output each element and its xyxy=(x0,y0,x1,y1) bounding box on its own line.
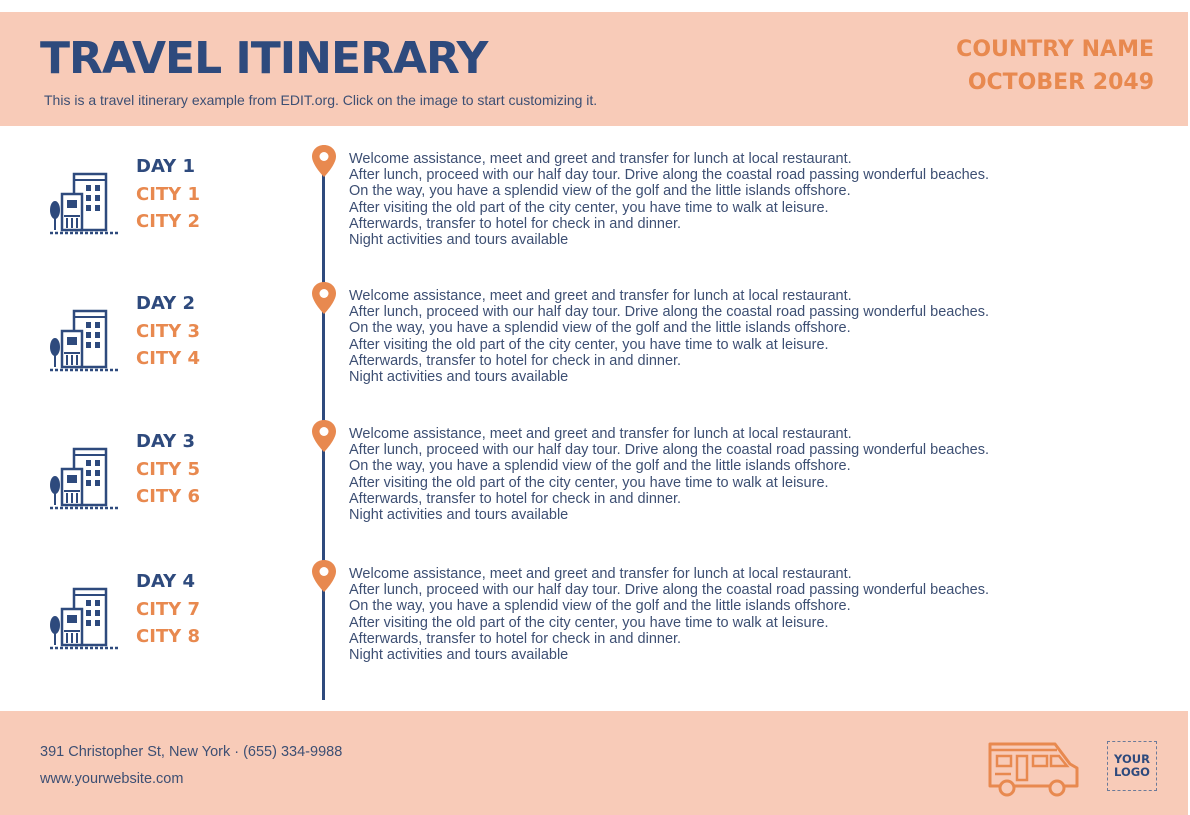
description-line: Welcome assistance, meet and greet and transfer for lunch at local restaurant. xyxy=(349,288,852,304)
description-line: Afterwards, transfer to hotel for check in and dinner. xyxy=(349,352,682,369)
logo-text: YOUR xyxy=(1114,752,1150,766)
description-line: Night activities and tours available xyxy=(349,232,569,249)
building-icon xyxy=(48,168,120,240)
map-pin-icon xyxy=(311,144,337,178)
logo-text: LOGO xyxy=(1114,765,1150,779)
map-pin-icon xyxy=(311,559,337,593)
contact-address: 391 Christopher St, New York · (655) 334-9988 xyxy=(40,744,343,760)
city-label: CITY 5 xyxy=(136,459,201,480)
description-line: Night activities and tours available xyxy=(349,647,569,664)
description-line: After lunch, proceed with our half day tour. Drive along the coastal road passing wonderful beaches. xyxy=(349,304,989,321)
building-icon xyxy=(48,305,120,377)
description-line: After visiting the old part of the city center, you have time to walk at leisure. xyxy=(349,614,829,631)
map-pin-icon xyxy=(311,419,337,453)
description-line: After visiting the old part of the city center, you have time to walk at leisure. xyxy=(349,199,829,216)
description-line: After lunch, proceed with our half day tour. Drive along the coastal road passing wonderful beaches. xyxy=(349,167,989,184)
page-subtitle: This is a travel itinerary example from EDIT.org. Click on the image to start customizing it. xyxy=(44,92,598,108)
description-line: Afterwards, transfer to hotel for check in and dinner. xyxy=(349,490,682,507)
day-block-1 xyxy=(0,146,1190,282)
description-line: Welcome assistance, meet and greet and transfer for lunch at local restaurant. xyxy=(349,151,852,167)
day-label: DAY 2 xyxy=(136,293,195,314)
day-label: DAY 3 xyxy=(136,431,195,452)
day-label: DAY 4 xyxy=(136,571,195,592)
map-pin-icon xyxy=(311,281,337,315)
description-line: Welcome assistance, meet and greet and transfer for lunch at local restaurant. xyxy=(349,566,852,582)
description-line: On the way, you have a splendid view of the golf and the little islands offshore. xyxy=(349,598,851,615)
website-link[interactable]: www.yourwebsite.com xyxy=(40,771,184,787)
day-description xyxy=(349,151,1129,248)
description-line: On the way, you have a splendid view of the golf and the little islands offshore. xyxy=(349,458,851,475)
description-line: On the way, you have a splendid view of the golf and the little islands offshore. xyxy=(349,320,851,337)
footer-band xyxy=(0,711,1188,815)
page-title: TRAVEL ITINERARY xyxy=(40,33,488,84)
day-description xyxy=(349,566,1129,663)
description-line: Welcome assistance, meet and greet and transfer for lunch at local restaurant. xyxy=(349,426,852,442)
city-label: CITY 2 xyxy=(136,211,201,232)
city-label: CITY 6 xyxy=(136,486,201,507)
city-label: CITY 1 xyxy=(136,184,201,205)
logo-placeholder xyxy=(1107,741,1157,791)
header-band xyxy=(0,12,1188,126)
camper-van-icon xyxy=(985,736,1080,798)
building-icon xyxy=(48,443,120,515)
city-label: CITY 4 xyxy=(136,348,201,369)
day-block-3 xyxy=(0,421,1190,557)
day-block-2 xyxy=(0,283,1190,419)
day-description xyxy=(349,426,1129,523)
description-line: On the way, you have a splendid view of the golf and the little islands offshore. xyxy=(349,183,851,200)
description-line: Night activities and tours available xyxy=(349,507,569,524)
city-label: CITY 8 xyxy=(136,626,201,647)
description-line: Night activities and tours available xyxy=(349,369,569,386)
day-block-4 xyxy=(0,561,1190,697)
description-line: After lunch, proceed with our half day tour. Drive along the coastal road passing wonderful beaches. xyxy=(349,442,989,459)
city-label: CITY 7 xyxy=(136,599,201,620)
country-name: COUNTRY NAME xyxy=(956,37,1154,62)
description-line: After visiting the old part of the city center, you have time to walk at leisure. xyxy=(349,336,829,353)
description-line: Afterwards, transfer to hotel for check in and dinner. xyxy=(349,630,682,647)
city-label: CITY 3 xyxy=(136,321,201,342)
day-description xyxy=(349,288,1129,385)
description-line: After visiting the old part of the city center, you have time to walk at leisure. xyxy=(349,474,829,491)
trip-date: OCTOBER 2049 xyxy=(967,70,1154,95)
building-icon xyxy=(48,583,120,655)
description-line: After lunch, proceed with our half day tour. Drive along the coastal road passing wonderful beaches. xyxy=(349,582,989,599)
description-line: Afterwards, transfer to hotel for check in and dinner. xyxy=(349,215,682,232)
day-label: DAY 1 xyxy=(136,156,195,177)
